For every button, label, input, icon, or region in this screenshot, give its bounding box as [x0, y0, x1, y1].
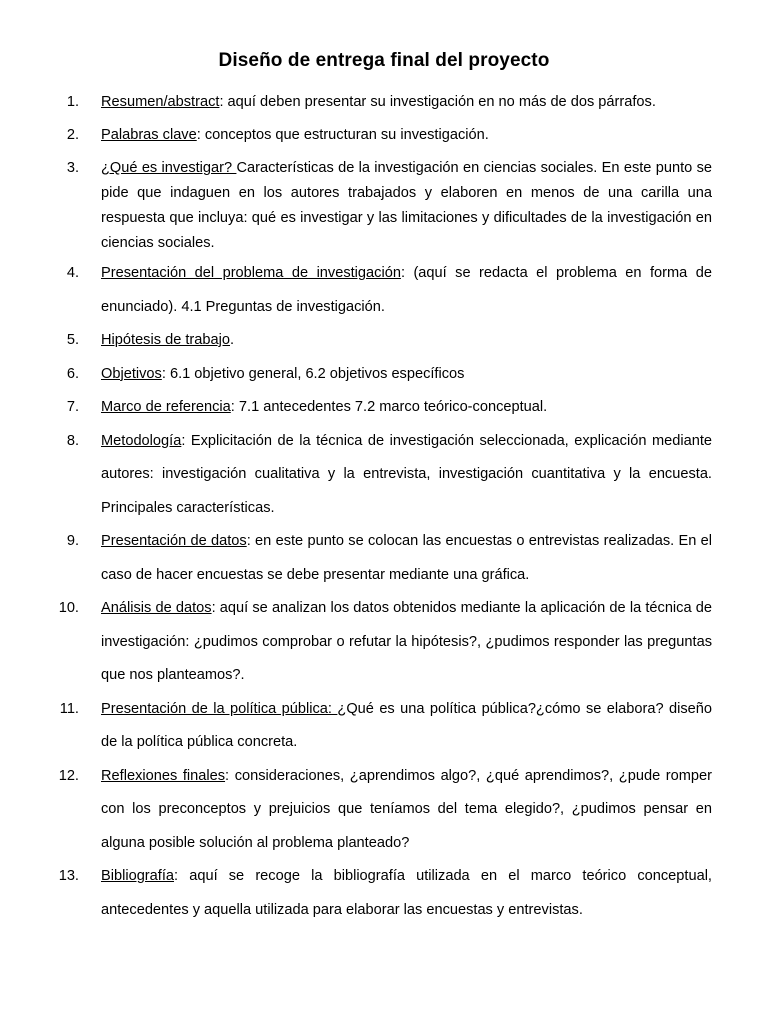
item-heading: Reflexiones finales: [101, 767, 226, 784]
item-heading: ¿Qué es investigar?: [101, 160, 237, 176]
list-item: [0, 860, 768, 927]
item-text: : consideraciones, ¿aprendimos algo?, ¿qué aprendimos?, ¿pude romper con los preconceptos y prejuicios que teníamos del tema elegido?, ¿pudimos pensar en alguna posible solución al problema planteado?: [101, 767, 712, 851]
item-number: 7.: [66, 399, 79, 415]
item-text: ¿Qué es una política pública?¿cómo se elabora? diseño de la política pública concreta.: [101, 700, 712, 750]
document-title: Diseño de entrega final del proyecto: [218, 50, 550, 71]
list-item: [0, 391, 768, 425]
item-number: 13.: [58, 868, 79, 884]
item-heading: Palabras clave: [101, 127, 197, 143]
item-heading: Resumen/abstract: [101, 94, 220, 110]
deliverable-list: [0, 90, 768, 927]
item-text: : aquí deben presentar su investigación en no más de dos párrafos.: [219, 94, 656, 110]
item-text: : 7.1 antecedentes 7.2 marco teórico-conceptual.: [230, 399, 548, 415]
list-item: [0, 156, 768, 256]
list-item: [0, 257, 768, 324]
list-item: [0, 760, 768, 861]
item-heading: Presentación de datos: [101, 533, 247, 549]
item-number: 10.: [58, 600, 79, 616]
item-text: : aquí se analizan los datos obtenidos mediante la aplicación de la técnica de investigación: ¿pudimos comprobar o refutar la hipótesis?, ¿pudimos responder las preguntas que nos planteamos?.: [101, 600, 712, 683]
item-text: : 6.1 objetivo general, 6.2 objetivos específicos: [161, 365, 465, 382]
item-number: 3.: [66, 160, 79, 176]
item-text: Características de la investigación en ciencias sociales. En este punto se pide que indaguen en los autores trabajados y elaboren en menos de una carilla una respuesta que incluya: qué es investigar y las limitaciones y dificultades de la investigación en ciencias sociales.: [101, 160, 712, 251]
list-item: [0, 324, 768, 358]
item-number: 11.: [59, 700, 79, 717]
item-number: 5.: [66, 332, 79, 348]
item-number: 4.: [66, 265, 79, 281]
item-text: : en este punto se colocan las encuestas o entrevistas realizadas. En el caso de hacer encuestas se debe presentar mediante una gráfica.: [101, 533, 712, 583]
list-item: [0, 358, 768, 392]
item-text: .: [230, 332, 235, 348]
list-item: [0, 123, 768, 148]
item-heading: Objetivos: [101, 365, 162, 382]
item-number: 2.: [66, 127, 79, 143]
list-item: [0, 525, 768, 592]
item-heading: Presentación de la política pública:: [101, 700, 338, 717]
item-heading: Marco de referencia: [101, 399, 231, 415]
item-text: : (aquí se redacta el problema en forma de enunciado). 4.1 Preguntas de investigación.: [101, 265, 712, 315]
item-number: 12.: [58, 767, 79, 784]
item-number: 8.: [66, 432, 79, 449]
list-item: [0, 693, 768, 760]
item-number: 6.: [66, 365, 79, 382]
item-heading: Presentación del problema de investigación: [101, 265, 401, 281]
item-text: : conceptos que estructuran su investigación.: [196, 127, 489, 143]
list-item: [0, 592, 768, 693]
item-number: 1.: [66, 94, 79, 110]
item-heading: Bibliografía: [101, 868, 175, 884]
item-heading: Metodología: [101, 432, 182, 449]
item-heading: Hipótesis de trabajo: [101, 332, 230, 348]
list-item: [0, 425, 768, 526]
item-heading: Análisis de datos: [101, 600, 212, 616]
list-item: [0, 90, 768, 115]
item-number: 9.: [66, 533, 79, 549]
item-text: : aquí se recoge la bibliografía utilizada en el marco teórico conceptual, antecedentes y aquella utilizada para elaborar las encuestas y entrevistas.: [101, 868, 712, 918]
item-text: : Explicitación de la técnica de investigación seleccionada, explicación mediante autores: investigación cualitativa y la entrevista, investigación cuantitativa y la encuesta. Principales características.: [101, 432, 712, 516]
